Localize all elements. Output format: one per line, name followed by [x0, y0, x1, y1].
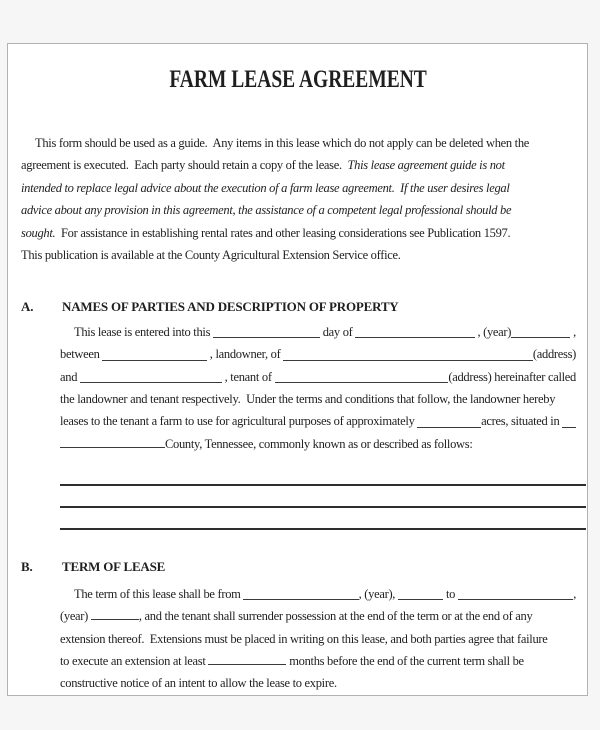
text-run: and [60, 369, 80, 384]
form-line [60, 321, 576, 343]
text-run: constructive notice of an intent to allow the lease to expire. [60, 676, 337, 691]
form-line [60, 366, 576, 388]
text-run: between [60, 347, 103, 362]
text-run: to [443, 586, 458, 601]
blank-field [208, 662, 286, 665]
text-run: , [573, 586, 577, 601]
blank-field [102, 360, 207, 361]
section-a-paragraph [60, 321, 576, 455]
section-a-letter: A. [21, 299, 34, 315]
blank-field [213, 337, 320, 338]
form-line [21, 132, 576, 154]
description-rule-line [60, 508, 586, 530]
form-line [21, 199, 576, 221]
description-rule-line [60, 464, 586, 486]
text-run: , (year), [358, 586, 398, 601]
form-line [21, 244, 576, 266]
text-run: months before the end of the current term shall be [286, 653, 524, 668]
form-line [60, 433, 576, 455]
description-rule-line [60, 486, 586, 508]
blank-field [511, 337, 570, 338]
form-line [21, 222, 576, 244]
property-description-rules [60, 464, 576, 530]
text-run: sought. [21, 225, 56, 240]
text-run: (year) [60, 609, 91, 624]
form-line [60, 605, 576, 627]
blank-field [243, 599, 358, 600]
intro-paragraph [21, 132, 576, 266]
blank-field [275, 382, 449, 383]
blank-field [283, 360, 533, 361]
form-line [60, 410, 576, 432]
section-a-heading: NAMES OF PARTIES AND DESCRIPTION OF PROPERTY [62, 299, 399, 315]
form-line [60, 650, 576, 672]
text-run: , [570, 324, 576, 339]
text-run: , tenant of [221, 369, 275, 384]
text-run: agreement is executed. Each party should retain a copy of the lease. [21, 158, 348, 173]
blank-field [91, 617, 139, 620]
form-line [60, 628, 576, 650]
text-run: This lease is entered into this [74, 324, 213, 339]
text-run: For assistance in establishing rental rates and other leasing considerations see Publication 1597. [55, 225, 511, 240]
blank-field [562, 427, 576, 428]
text-run: This publication is available at the County Agricultural Extension Service office. [21, 248, 401, 263]
text-run: to execute an extension at least [60, 653, 209, 668]
text-run: This lease agreement guide is not [347, 158, 505, 173]
section-b-heading: TERM OF LEASE [62, 559, 166, 575]
text-run: County, Tennessee, commonly known as or described as follows: [165, 436, 473, 451]
blank-field [458, 599, 573, 600]
section-b-paragraph [60, 583, 576, 695]
text-run: (address) [532, 347, 577, 362]
title-wrap [21, 66, 576, 98]
text-run: the landowner and tenant respectively. Under the terms and conditions that follow, the landowner hereby [60, 392, 556, 407]
form-line [60, 343, 576, 365]
section-b-heading-row [21, 556, 576, 578]
section-a-heading-row [21, 296, 576, 318]
text-run: intended to replace legal advice about the execution of a farm lease agreement. If the user desires legal [21, 180, 510, 195]
text-run: leases to the tenant a farm to use for agricultural purposes of approximately [60, 414, 418, 429]
blank-field [60, 445, 165, 448]
text-run: The term of this lease shall be from [74, 586, 244, 601]
text-run: , landowner, of [206, 347, 284, 362]
text-run: acres, situated in [481, 414, 563, 429]
text-run: , and the tenant shall surrender possession at the end of the term or at the end of any [138, 609, 533, 624]
text-run: extension thereof. Extensions must be placed in writing on this lease, and both parties agree that failure [60, 631, 548, 646]
section-b-letter: B. [21, 559, 33, 575]
form-line [21, 154, 576, 176]
text-run: advice about any provision in this agreement, the assistance of a competent legal professional should be [21, 203, 512, 218]
text-run: , (year) [474, 324, 512, 339]
text-run: (address) hereinafter called [448, 369, 576, 384]
form-line [21, 177, 576, 199]
blank-field [417, 427, 481, 428]
form-line [60, 583, 576, 605]
blank-field [80, 382, 222, 383]
form-line [60, 388, 576, 410]
document-title: FARM LEASE AGREEMENT [169, 66, 428, 93]
text-run: day of [319, 324, 356, 339]
form-line [60, 672, 576, 694]
blank-field [355, 337, 474, 338]
document-page [7, 43, 588, 696]
blank-field [398, 599, 443, 600]
text-run: This form should be used as a guide. Any items in this lease which do not apply can be deleted when the [35, 136, 530, 150]
